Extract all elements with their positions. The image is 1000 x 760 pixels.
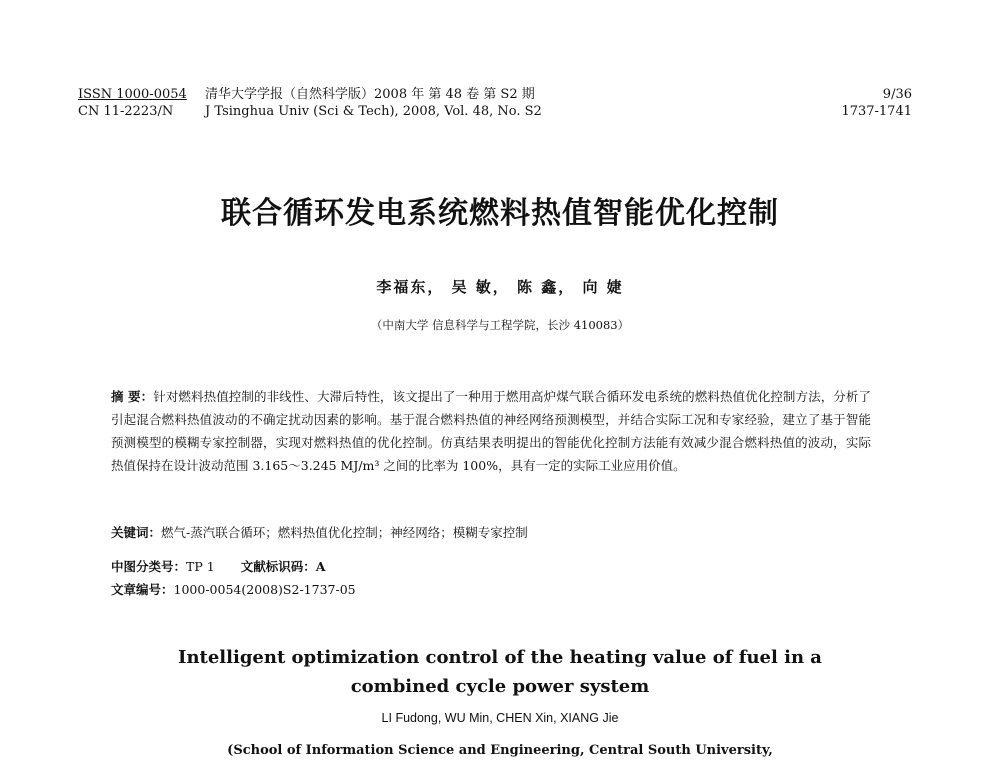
issn: ISSN 1000-0054 [78, 87, 187, 102]
affiliation-cn: （中南大学 信息科学与工程学院，长沙 410083） [370, 318, 630, 332]
article-number-label: 文章编号： [111, 582, 174, 597]
affiliation-en: (School of Information Science and Engineering, Central South University, [227, 743, 773, 758]
title-en-line-2: combined cycle power system [350, 676, 650, 697]
article-index: 9/36 [882, 87, 912, 102]
abstract [111, 385, 871, 477]
keywords-text: 燃气-蒸汽联合循环；燃料热值优化控制；神经网络；模糊专家控制 [161, 525, 528, 540]
cn-number: CN 11-2223/N [78, 104, 174, 119]
journal-citation [205, 86, 542, 120]
doc-code-value: A [315, 559, 326, 574]
keywords [111, 523, 528, 541]
page-info [841, 86, 912, 120]
keywords-label: 关键词： [111, 525, 162, 540]
article-number-line [111, 580, 356, 598]
journal-name-cn: 清华大学学报（自然科学版）2008 年 第 48 卷 第 S2 期 [205, 87, 535, 102]
clc-label: 中图分类号： [111, 559, 187, 574]
paper-title-cn: 联合循环发电系统燃料热值智能优化控制 [221, 196, 779, 231]
clc-value: TP 1 [186, 559, 215, 574]
abstract-text: 针对燃料热值控制的非线性、大滞后特性，该文提出了一种用于燃用高炉煤气联合循环发电系统的燃料热值优化控制方法，分析了引起混合燃料热值波动的不确定扰动因素的影响。基于混合燃料热值的神经网络预测模型，并结合实际工况和专家经验，建立了基于智能预测模型的模糊专家控制器，实现对燃料热值的优化控制。仿真结果表明提出的智能优化控制方法能有效减少混合燃料热值的波动，实际热值保持在设计波动范围 3.165～3.245 MJ/m³ 之间的比率为 100%，具有一定的实际工业应用价值。 [111, 389, 871, 473]
journal-codes [78, 86, 187, 120]
paper-title-en [0, 643, 1000, 701]
classification-line [111, 557, 325, 575]
abstract-label: 摘 要： [111, 389, 154, 404]
authors-cn: 李福东， 吴 敏， 陈 鑫， 向 婕 [376, 278, 624, 296]
article-number-value: 1000-0054(2008)S2-1737-05 [173, 582, 356, 597]
authors-en: LI Fudong, WU Min, CHEN Xin, XIANG Jie [381, 711, 619, 725]
doc-code-label: 文献标识码： [240, 559, 316, 574]
journal-name-en: J Tsinghua Univ (Sci & Tech), 2008, Vol. 48, No. S2 [205, 104, 542, 119]
page-range: 1737-1741 [841, 104, 912, 119]
title-en-line-1: Intelligent optimization control of the heating value of fuel in a [178, 647, 822, 668]
